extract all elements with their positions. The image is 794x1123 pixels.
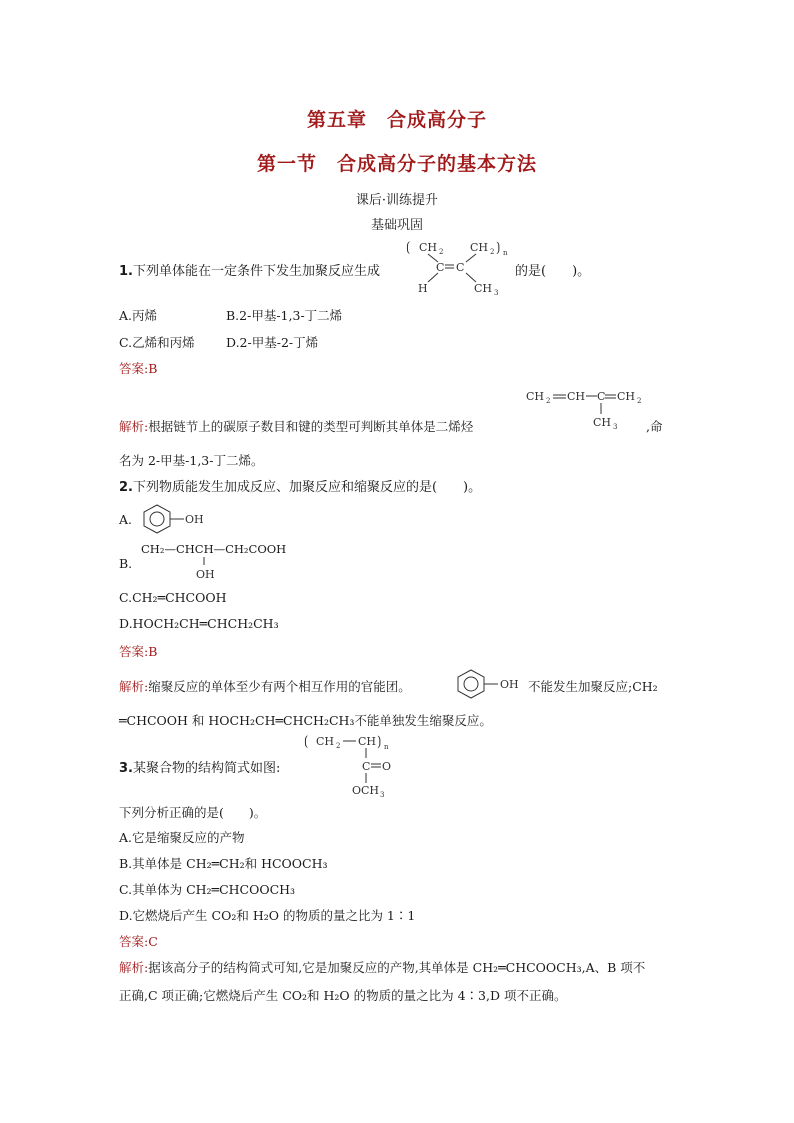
question-1-stem: 1.下列单体能在一定条件下发生加聚反应生成 [119, 264, 380, 279]
q3-option-b: B.其单体是 CH₂═CH₂和 HCOOCH₃ [119, 856, 328, 871]
svg-text:2: 2 [336, 742, 341, 750]
q2-option-b-hydroxyl [190, 556, 230, 582]
chapter-title: 第五章 合成高分子 [306, 109, 487, 131]
q3-sub-stem: 下列分析正确的是( )。 [119, 805, 267, 820]
q2-option-b-formula: CH₂—CHCH—CH₂COOH [141, 542, 287, 556]
q1-h: H [418, 282, 428, 295]
polymer-structure-q3 [300, 730, 400, 800]
q2-answer: 答案:B [119, 644, 158, 659]
q1-option-d: D.2-甲基-2-丁烯 [226, 335, 319, 350]
q1-ch3: CH [474, 282, 493, 295]
q2-option-d: D.HOCH₂CH═CHCH₂CH₃ [119, 616, 279, 631]
q3-explanation-line2: 正确,C 项正确;它燃烧后产生 CO₂和 H₂O 的物质的量之比为 4∶3,D 项不正确。 [119, 988, 567, 1003]
svg-text:OH: OH [196, 568, 215, 581]
svg-text:OCH: OCH [352, 784, 380, 797]
svg-text:2: 2 [637, 397, 642, 405]
section-title: 第一节 合成高分子的基本方法 [256, 153, 537, 175]
svg-text:⟮: ⟮ [304, 734, 309, 749]
svg-text:⟯: ⟯ [496, 240, 501, 255]
svg-text:3: 3 [494, 289, 499, 297]
svg-text:2: 2 [546, 397, 551, 405]
q3-option-c: C.其单体为 CH₂═CHCOOCH₃ [119, 882, 296, 897]
q1-c1: C [436, 261, 445, 274]
q2-option-b-label: B. [119, 556, 133, 571]
q3-option-d: D.它燃烧后产生 CO₂和 H₂O 的物质的量之比为 1∶1 [119, 908, 416, 923]
q1-explanation: 解析:根据链节上的碳原子数目和键的类型可判断其单体是二烯烃 [119, 419, 474, 434]
svg-text:3: 3 [613, 423, 618, 430]
q1-explanation-tail: ,命 [646, 419, 663, 434]
q3-option-a: A.它是缩聚反应的产物 [119, 830, 245, 845]
question-2-stem: 2.下列物质能发生加成反应、加聚反应和缩聚反应的是( )。 [119, 480, 482, 495]
svg-text:OH: OH [185, 513, 204, 526]
svg-text:CH: CH [358, 735, 377, 748]
q1-c2: C [456, 261, 465, 274]
q1-ch2-right: CH [470, 241, 489, 254]
svg-text:n: n [384, 743, 389, 751]
svg-text:C: C [597, 390, 606, 403]
svg-text:⟯: ⟯ [377, 734, 382, 749]
svg-text:C: C [362, 760, 371, 773]
question-3-stem: 3.某聚合物的结构简式如图: [119, 761, 281, 776]
svg-text:⟮: ⟮ [406, 240, 411, 255]
diene-structure [524, 386, 644, 430]
question-number: 1. [119, 264, 133, 279]
q2-explanation-tail: 不能发生加聚反应;CH₂ [528, 679, 658, 694]
q1-n: n [503, 249, 508, 257]
svg-text:CH: CH [593, 416, 612, 429]
svg-text:CH: CH [617, 390, 636, 403]
q1-answer: 答案:B [119, 361, 158, 376]
subtitle: 课后·训练提升 [355, 193, 439, 208]
q2-option-a-label: A. [119, 512, 133, 527]
q2-option-c: C.CH₂═CHCOOH [119, 590, 227, 605]
phenol-icon [140, 503, 210, 535]
svg-text:O: O [382, 760, 392, 773]
polymer-structure-q1 [402, 236, 512, 298]
q1-ch2-left: CH [419, 241, 438, 254]
phenol-icon [454, 668, 524, 700]
svg-text:3: 3 [380, 791, 385, 799]
q2-explanation: 解析:缩聚反应的单体至少有两个相互作用的官能团。 [119, 679, 411, 694]
question-1-stem-tail: 的是( )。 [515, 264, 591, 279]
q1-explanation-line2: 名为 2-甲基-1,3-丁二烯。 [119, 453, 264, 468]
svg-text:CH: CH [567, 390, 586, 403]
svg-text:2: 2 [490, 248, 495, 256]
svg-text:2: 2 [439, 248, 444, 256]
svg-text:CH: CH [526, 390, 545, 403]
svg-text:CH: CH [316, 735, 335, 748]
q3-explanation: 解析:据该高分子的结构简式可知,它是加聚反应的产物,其单体是 CH₂═CHCOOCH₃,A、B 项不 [119, 960, 646, 975]
q1-option-c: C.乙烯和丙烯 [119, 335, 195, 350]
q1-option-b: B.2-甲基-1,3-丁二烯 [226, 308, 343, 323]
category-heading: 基础巩固 [370, 218, 423, 233]
q1-option-a: A.丙烯 [119, 308, 158, 323]
q3-answer: 答案:C [119, 934, 158, 949]
q2-explanation-line2: ═CHCOOH 和 HOCH₂CH═CHCH₂CH₃不能单独发生缩聚反应。 [119, 713, 492, 728]
svg-text:OH: OH [500, 678, 519, 691]
